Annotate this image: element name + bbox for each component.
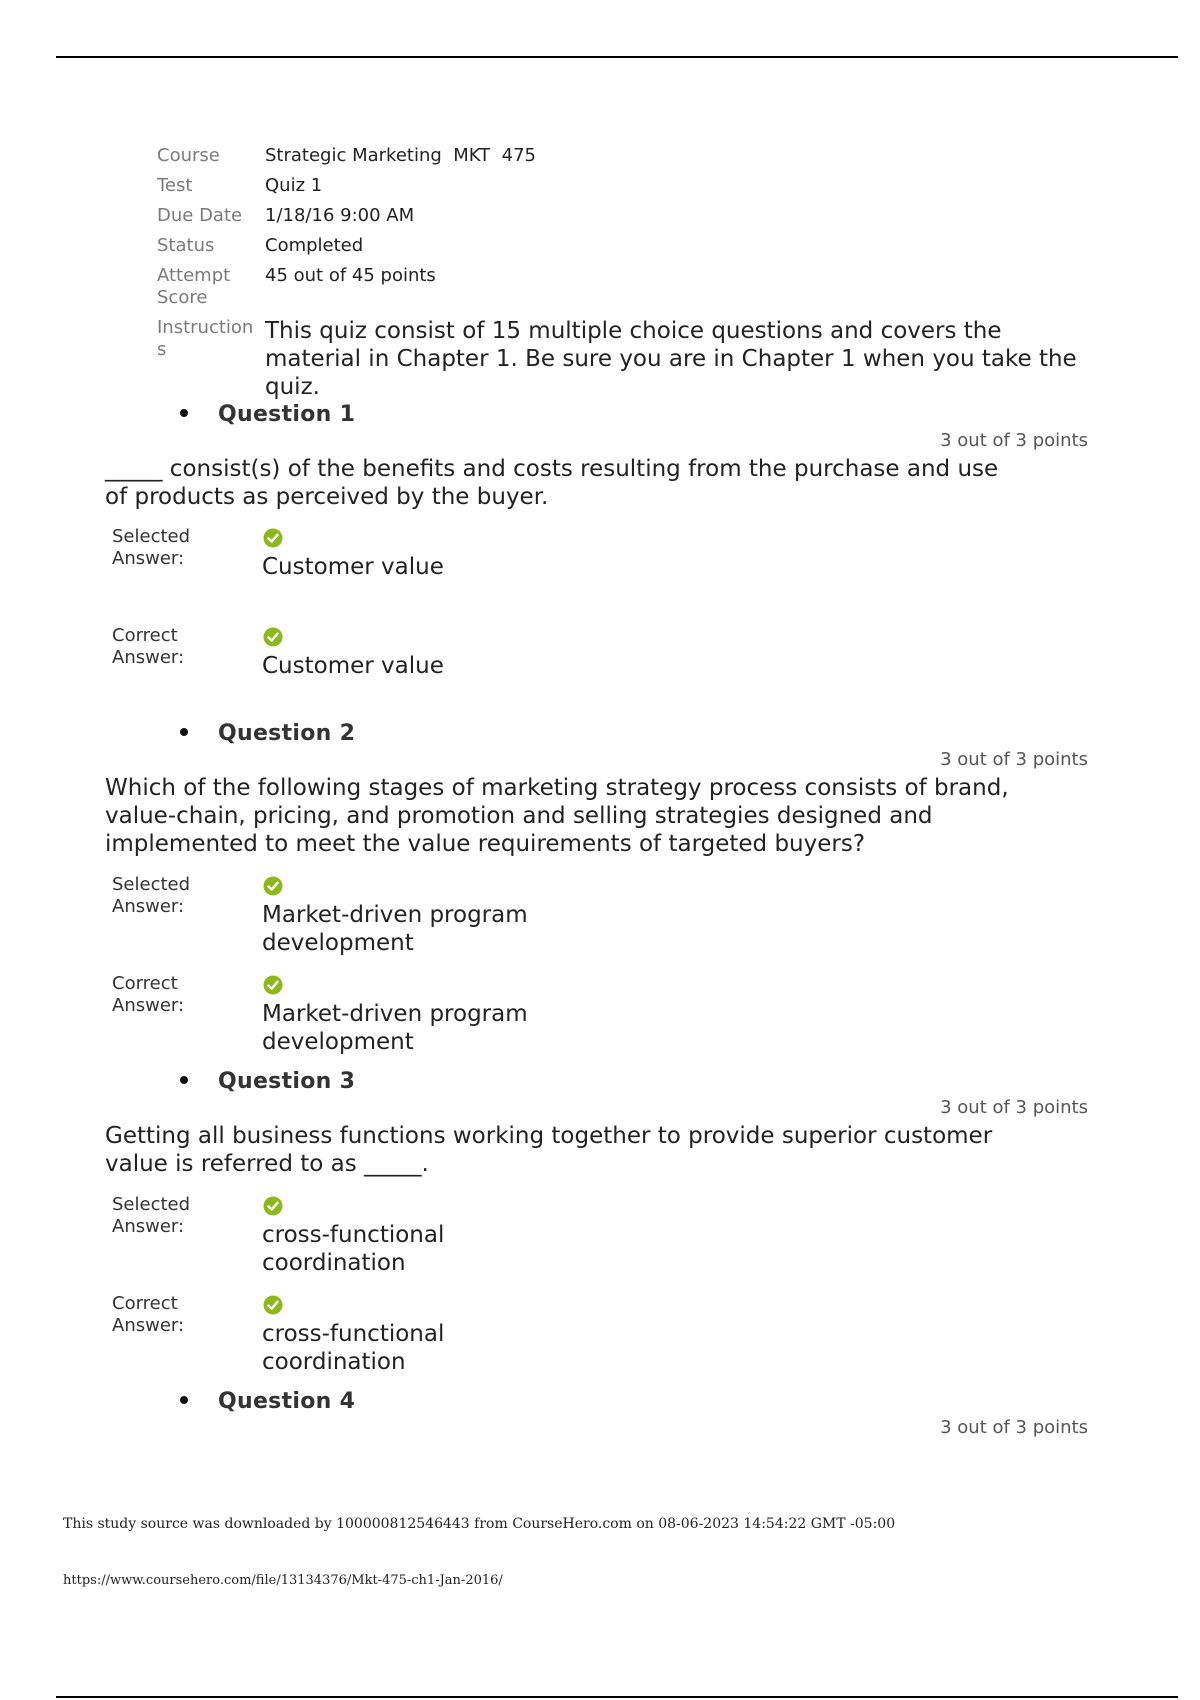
points-badge: 3 out of 3 points [940, 430, 1088, 451]
check-circle-icon [263, 876, 283, 896]
selected-answer-text: cross-functional coordination [262, 1222, 445, 1276]
due-date-value: 1/18/16 9:00 AM [265, 205, 415, 226]
selected-answer-text: Market-driven program development [262, 902, 528, 956]
correct-answer-label: Correct Answer: [112, 973, 185, 1016]
question-title: Question 3 [180, 1069, 355, 1094]
bullet [180, 1396, 188, 1404]
top-rule [56, 56, 1178, 58]
bottom-rule [56, 1696, 1178, 1698]
test-label: Test [157, 175, 193, 196]
instructions-row [157, 317, 1087, 401]
check-circle-icon [263, 1196, 283, 1216]
due-date-label: Due Date [157, 205, 243, 226]
status-row [157, 235, 1087, 257]
source-url: https://www.coursehero.com/file/13134376/Mkt-475-ch1-Jan-2016/ [63, 1573, 503, 1588]
status-value: Completed [265, 235, 364, 256]
instructions-value: This quiz consist of 15 multiple choice questions and covers the material in Chapter 1. Be sure you are in Chapter 1 when you take the quiz. [265, 318, 1077, 400]
selected-answer-text: Customer value [262, 554, 444, 580]
selected-answer-label: Selected Answer: [112, 1194, 191, 1237]
check-circle-icon [263, 627, 283, 647]
selected-answer-label: Selected Answer: [112, 874, 191, 917]
score-value: 45 out of 45 points [265, 265, 436, 286]
check-circle-icon [263, 528, 283, 548]
points-badge: 3 out of 3 points [940, 1417, 1088, 1438]
course-row [157, 145, 1087, 167]
score-label: Attempt Score [157, 265, 231, 308]
check-circle-icon [263, 1295, 283, 1315]
points-badge: 3 out of 3 points [940, 1097, 1088, 1118]
test-row [157, 175, 1087, 197]
points-badge: 3 out of 3 points [940, 749, 1088, 770]
correct-answer-label: Correct Answer: [112, 625, 185, 668]
instructions-label: Instructions [157, 317, 254, 360]
bullet [180, 409, 188, 417]
selected-answer-label: Selected Answer: [112, 526, 191, 569]
question-title: Question 2 [180, 721, 355, 746]
download-notice: This study source was downloaded by 100000812546443 from CourseHero.com on 08-06-2023 14:54:22 GMT -05:00 [63, 1516, 896, 1532]
test-value: Quiz 1 [265, 175, 323, 196]
bullet [180, 728, 188, 736]
correct-answer-text: Market-driven program development [262, 1001, 528, 1055]
course-label: Course [157, 145, 220, 166]
status-label: Status [157, 235, 215, 256]
due-date-row [157, 205, 1087, 227]
test-info-table [157, 145, 1087, 409]
check-circle-icon [263, 975, 283, 995]
score-row [157, 265, 1087, 309]
correct-answer-text: cross-functional coordination [262, 1321, 445, 1375]
question-title: Question 1 [180, 402, 355, 427]
question-title: Question 4 [180, 1389, 355, 1414]
course-value: Strategic Marketing MKT 475 [265, 145, 536, 166]
correct-answer-text: Customer value [262, 653, 444, 679]
bullet [180, 1076, 188, 1084]
correct-answer-label: Correct Answer: [112, 1293, 185, 1336]
question-text: Which of the following stages of marketing strategy process consists of brand, value-chain, pricing, and promotion and selling strategies designed and implemented to meet the value requirements of targeted buyers? [105, 775, 1009, 857]
question-text: _____ consist(s) of the benefits and costs resulting from the purchase and use of products as perceived by the buyer. [105, 456, 999, 510]
question-text: Getting all business functions working together to provide superior customer value is referred to as _____. [105, 1123, 993, 1177]
